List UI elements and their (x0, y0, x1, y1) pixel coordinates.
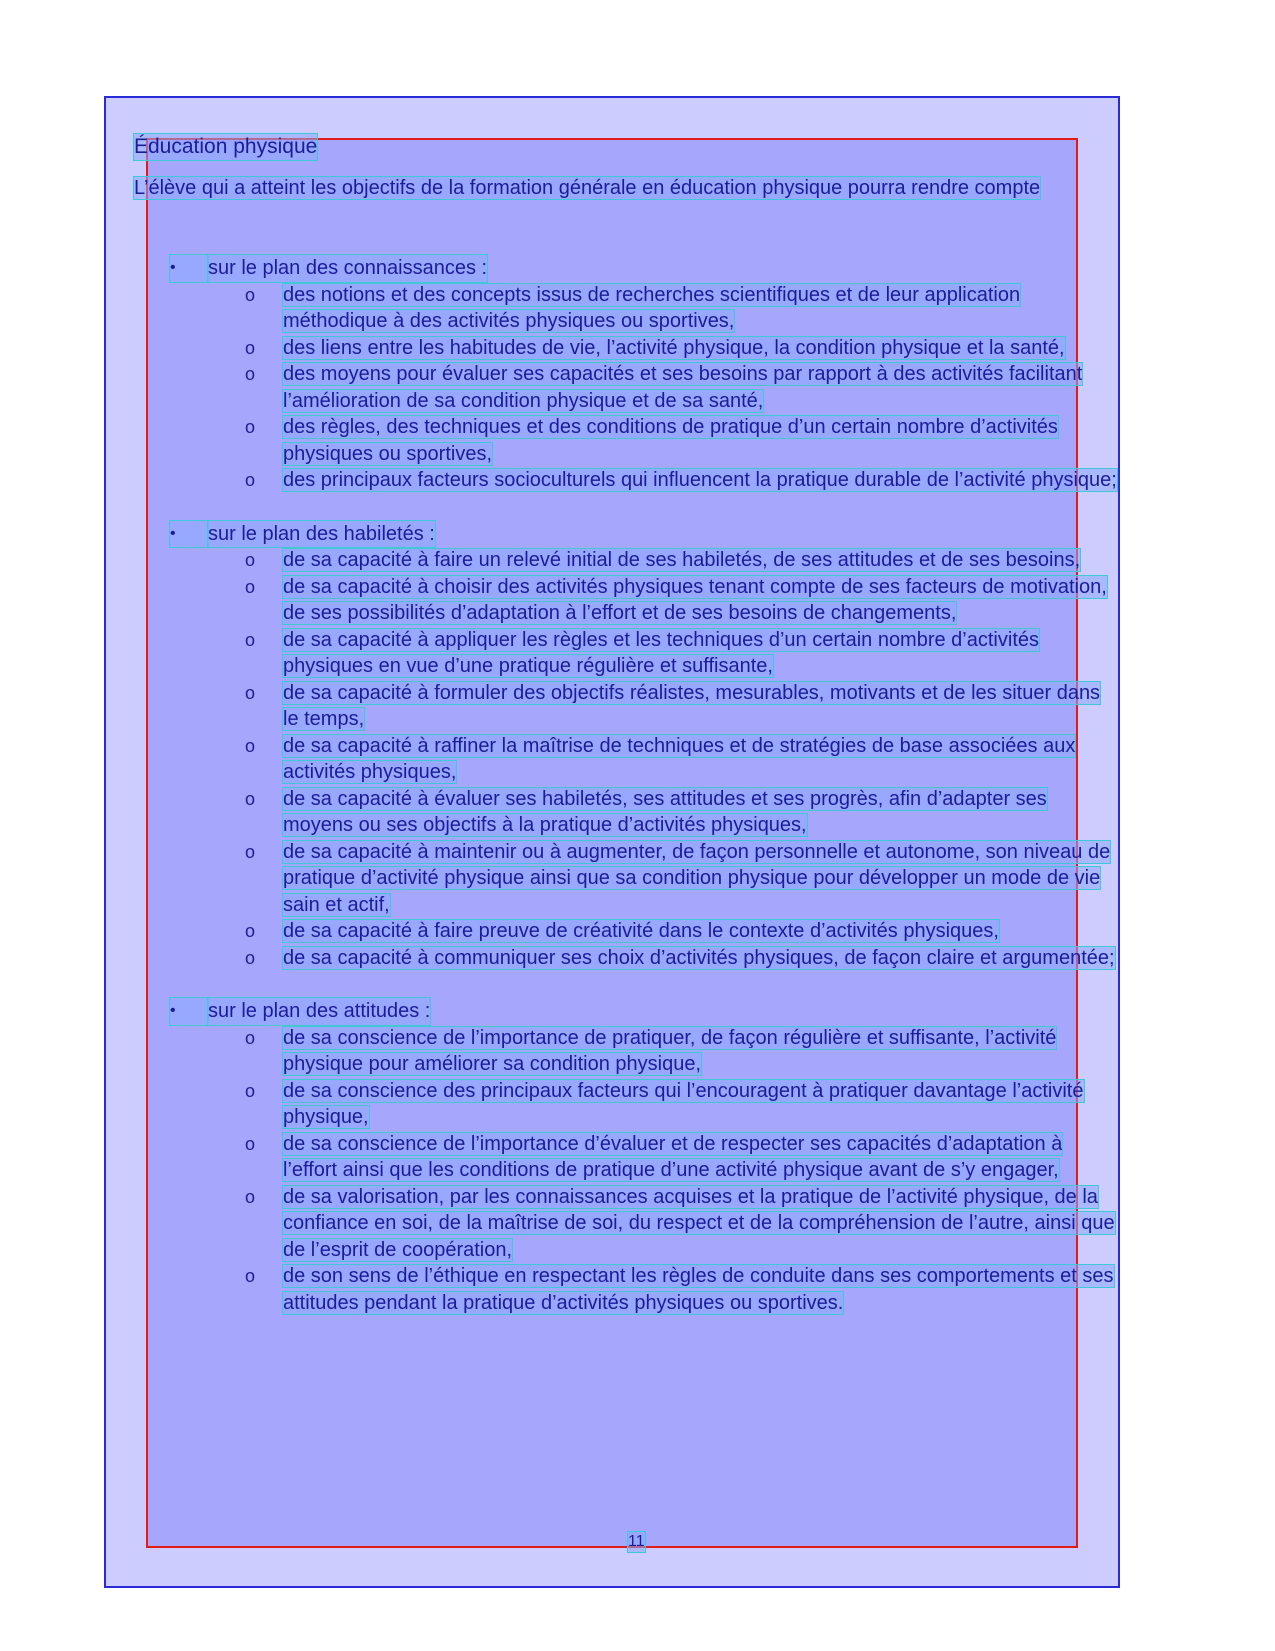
circle-bullet-icon: o (245, 364, 256, 384)
list-item-text-wrap (283, 335, 1121, 362)
objectives-list (170, 255, 1130, 1343)
list-item (170, 1263, 1130, 1316)
objective-section (170, 998, 1130, 1316)
list-item-text-wrap (283, 467, 1121, 494)
list-item-text: de sa capacité à faire un relevé initial de ses habiletés, de ses attitudes et de ses besoins, (283, 549, 1081, 571)
list-item (170, 1131, 1130, 1184)
section-heading-row (170, 521, 1130, 548)
list-item-text: des moyens pour évaluer ses capacités et ses besoins par rapport à des activités facilitant l’amélioration de sa condition physique et de sa santé, (283, 363, 1083, 412)
circle-bullet-icon: o (245, 682, 256, 703)
list-item-text: des principaux facteurs socioculturels qui influencent la pratique durable de l’activité physique; (283, 469, 1117, 491)
section-heading-row (170, 998, 1130, 1025)
list-item (170, 414, 1130, 467)
list-item-text: de sa conscience de l’importance d’évaluer et de respecter ses capacités d’adaptation à l’effort ainsi que les conditions de pratique d’une activité physique avant de s’y engager, (283, 1132, 1063, 1181)
page-number: 11 (628, 1533, 645, 1550)
bullet-icon: • (170, 998, 208, 1025)
list-item-text-wrap (283, 282, 1121, 335)
circle-bullet-icon: o (245, 576, 256, 597)
list-item (170, 680, 1130, 733)
list-item-text: de sa valorisation, par les connaissances acquises et la pratique de l’activité physique, de la confiance en soi, de la maîtrise de soi, du respect et de la compréhension de l’autre, ainsi que de l’esprit de coopération, (283, 1185, 1115, 1261)
section-items (170, 1025, 1130, 1317)
list-item (170, 361, 1130, 414)
circle-bullet-icon: o (245, 629, 256, 650)
circle-bullet-icon: o (245, 470, 256, 490)
list-item-text-wrap (283, 1025, 1121, 1078)
list-item (170, 945, 1130, 972)
list-item-text-wrap (283, 627, 1121, 680)
bullet-icon: • (170, 255, 208, 282)
section-heading: sur le plan des attitudes : (208, 998, 430, 1025)
list-item-text-wrap (283, 945, 1121, 972)
list-item-text-wrap (283, 839, 1121, 919)
list-item-text-wrap (283, 1078, 1121, 1131)
section-heading: sur le plan des connaissances : (208, 255, 487, 282)
list-item-text: de sa conscience des principaux facteurs qui l’encouragent à pratiquer davantage l’activité physique, (283, 1079, 1084, 1128)
list-item (170, 627, 1130, 680)
section-heading-row (170, 255, 1130, 282)
list-item-text-wrap (283, 918, 1121, 945)
intro-text: L’élève qui a atteint les objectifs de la formation générale en éducation physique pourra rendre compte (134, 177, 1041, 199)
list-item-text: des règles, des techniques et des conditions de pratique d’un certain nombre d’activités physiques ou sportives, (283, 416, 1058, 465)
list-item-text: de sa capacité à choisir des activités physiques tenant compte de ses facteurs de motivation, de ses possibilités d’adaptation à l’effort et de ses besoins de changements, (283, 575, 1107, 624)
list-item-text-wrap (283, 786, 1121, 839)
list-item-text-wrap (283, 1131, 1121, 1184)
list-item-text-wrap (283, 574, 1121, 627)
list-item-text: de sa capacité à raffiner la maîtrise de techniques et de stratégies de base associées aux activités physiques, (283, 734, 1076, 783)
list-item-text-wrap (283, 680, 1121, 733)
list-item (170, 574, 1130, 627)
circle-bullet-icon: o (245, 947, 256, 968)
list-item-text-wrap (283, 547, 1121, 574)
list-item (170, 786, 1130, 839)
circle-bullet-icon: o (245, 337, 256, 358)
circle-bullet-icon: o (245, 1266, 256, 1286)
list-item-text-wrap (283, 1184, 1121, 1264)
list-item-text-wrap (283, 361, 1121, 414)
circle-bullet-icon: o (245, 1080, 256, 1101)
list-item-text-wrap (283, 733, 1121, 786)
list-item (170, 733, 1130, 786)
list-item-text: des notions et des concepts issus de recherches scientifiques et de leur application méthodique à des activités physiques ou sportives, (283, 283, 1021, 332)
circle-bullet-icon: o (245, 841, 256, 862)
list-item-text-wrap (283, 414, 1121, 467)
list-item (170, 467, 1130, 494)
bullet-icon: • (170, 521, 208, 548)
page-title: Éducation physique (134, 135, 318, 158)
list-item (170, 1078, 1130, 1131)
circle-bullet-icon: o (245, 1027, 256, 1048)
list-item-text: de sa capacité à évaluer ses habiletés, ses attitudes et ses progrès, afin d’adapter ses moyens ou ses objectifs à la pratique d’activités physiques, (283, 787, 1047, 836)
list-item (170, 1025, 1130, 1078)
list-item-text: de sa capacité à communiquer ses choix d’activités physiques, de façon claire et argumentée; (283, 946, 1115, 969)
intro-paragraph (134, 175, 1094, 202)
objective-section (170, 255, 1130, 494)
list-item (170, 335, 1130, 362)
circle-bullet-icon: o (245, 284, 256, 305)
section-items (170, 547, 1130, 971)
list-item-text: de son sens de l’éthique en respectant les règles de conduite dans ses comportements et ses attitudes pendant la pratique d’activités physiques ou sportives. (283, 1265, 1114, 1314)
circle-bullet-icon: o (245, 417, 256, 437)
list-item (170, 547, 1130, 574)
circle-bullet-icon: o (245, 1133, 256, 1154)
list-item-text: des liens entre les habitudes de vie, l’activité physique, la condition physique et la santé, (283, 336, 1065, 359)
list-item (170, 1184, 1130, 1264)
list-item-text: de sa capacité à faire preuve de créativité dans le contexte d’activités physiques, (283, 920, 999, 942)
list-item-text-wrap (283, 1263, 1121, 1316)
list-item-text: de sa capacité à appliquer les règles et les techniques d’un certain nombre d’activités physiques en vue d’une pratique régulière et suffisante, (283, 628, 1039, 677)
list-item-text: de sa capacité à maintenir ou à augmenter, de façon personnelle et autonome, son niveau de pratique d’activité physique ainsi que sa condition physique pour développer un mode de vie sain et actif, (283, 840, 1111, 916)
circle-bullet-icon: o (245, 921, 256, 941)
section-heading: sur le plan des habiletés : (208, 521, 435, 548)
list-item (170, 918, 1130, 945)
circle-bullet-icon: o (245, 788, 256, 809)
circle-bullet-icon: o (245, 1186, 256, 1207)
list-item (170, 282, 1130, 335)
section-items (170, 282, 1130, 494)
list-item-text: de sa conscience de l’importance de pratiquer, de façon régulière et suffisante, l’activité physique pour améliorer sa condition physique, (283, 1026, 1057, 1075)
circle-bullet-icon: o (245, 550, 256, 570)
circle-bullet-icon: o (245, 735, 256, 756)
objective-section (170, 521, 1130, 972)
list-item (170, 839, 1130, 919)
list-item-text: de sa capacité à formuler des objectifs réalistes, mesurables, motivants et de les situer dans le temps, (283, 681, 1101, 730)
